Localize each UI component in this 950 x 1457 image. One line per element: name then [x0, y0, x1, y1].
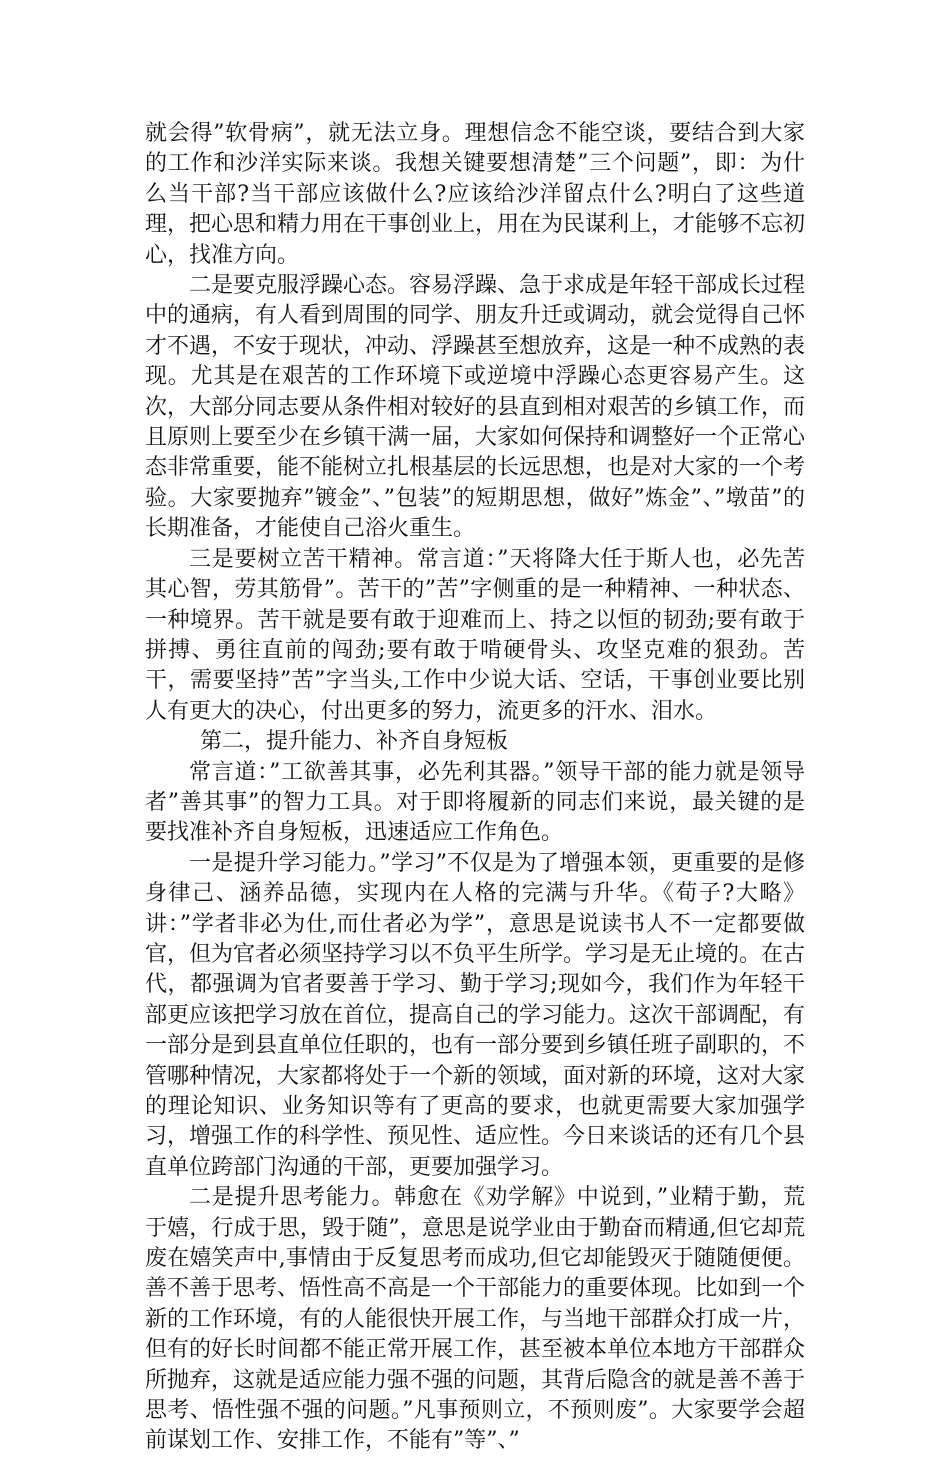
section-heading-improve-ability: 第二，提升能力、补齐自身短板	[200, 729, 509, 755]
paragraph-tools-proverb: 常言道：”工欲善其事，必先利其器。”领导干部的能力就是领导者”善其事”的智力工具。对于即将履新的同志们来说，最关键的是要找准补齐自身短板，迅速适应工作角色。	[145, 759, 805, 846]
paragraph-overcome-impatience: 二是要克服浮躁心态。容易浮躁、急于求成是年轻干部成长过程中的通病，有人看到周围的同学、朋友升迁或调动，就会觉得自己怀才不遇，不安于现状，冲动、浮躁甚至想放弃，这是一种不成熟的表现。尤其是在艰苦的工作环境下或逆境中浮躁心态更容易产生。这次，大部分同志要从条件相对较好的县直到相对艰苦的乡镇工作，而且原则上要至少在乡镇干满一届，大家如何保持和调整好一个正常心态非常重要，能不能树立扎根基层的长远思想，也是对大家的一个考验。大家要抛弃”镀金”、”包装”的短期思想，做好”炼金”、”墩苗”的长期准备，才能使自己浴火重生。	[145, 273, 806, 542]
paragraph-learning-ability: 一是提升学习能力。”学习”不仅是为了增强本领，更重要的是修身律己、涵养品德，实现内在人格的完满与升华。《荀子?大略》讲：”学者非必为仕,而仕者必为学”，意思是说读书人不一定都要做官，但为官者必须坚持学习以不负平生所学。学习是无止境的。在古代，都强调为官者要善于学习、勤于学习;现如今，我们作为年轻干部更应该把学习放在首位，提高自己的学习能力。这次干部调配，有一部分是到县直单位任职的，也有一部分要到乡镇任班子副职的，不管哪种情况，大家都将处于一个新的领域，面对新的环境，这对大家的理论知识、业务知识等有了更高的要求，也就更需要大家加强学习，增强工作的科学性、预见性、适应性。今日来谈话的还有几个县直单位跨部门沟通的干部，更要加强学习。	[145, 850, 806, 1180]
paragraph-hard-work-spirit: 三是要树立苦干精神。常言道：”天将降大任于斯人也，必先苦其心智，劳其筋骨”。苦干的”苦”字侧重的是一种精神、一种状态、一种境界。苦干就是要有敢于迎难而上、持之以恒的韧劲;要有敢于拼搏、勇往直前的闯劲;要有敢于啃硬骨头、攻坚克难的狠劲。苦干，需要坚持”苦”字当头,工作中少说大话、空话，干事创业要比别人有更大的决心，付出更多的努力，流更多的汗水、泪水。	[145, 546, 805, 724]
paragraph-ideals-conclusion: 就会得”软骨病”，就无法立身。理想信念不能空谈，要结合到大家的工作和沙洋实际来谈。我想关键要想清楚”三个问题”，即：为什么当干部?当干部应该做什么?应该给沙洋留点什么?明白了这些道理，把心思和精力用在干事创业上，用在为民谋利上，才能够不忘初心，找准方向。	[145, 121, 806, 268]
paragraph-thinking-ability: 二是提升思考能力。韩愈在《劝学解》中说到，”业精于勤，荒于嬉，行成于思，毁于随”，意思是说学业由于勤奋而精通,但它却荒废在嬉笑声中,事情由于反复思考而成功,但它却能毁灭于随随便便。善不善于思考、悟性高不高是一个干部能力的重要体现。比如到一个新的工作环境，有的人能很快开展工作，与当地干部群众打成一片，但有的好长时间都不能正常开展工作，甚至被本单位本地方干部群众所抛弃，这就是适应能力强不强的问题，其背后隐含的就是善不善于思考、悟性强不强的问题。”凡事预则立，不预则废”。大家要学会超前谋划工作、安排工作，不能有”等”、”	[145, 1185, 806, 1454]
document-page	[145, 119, 805, 1457]
